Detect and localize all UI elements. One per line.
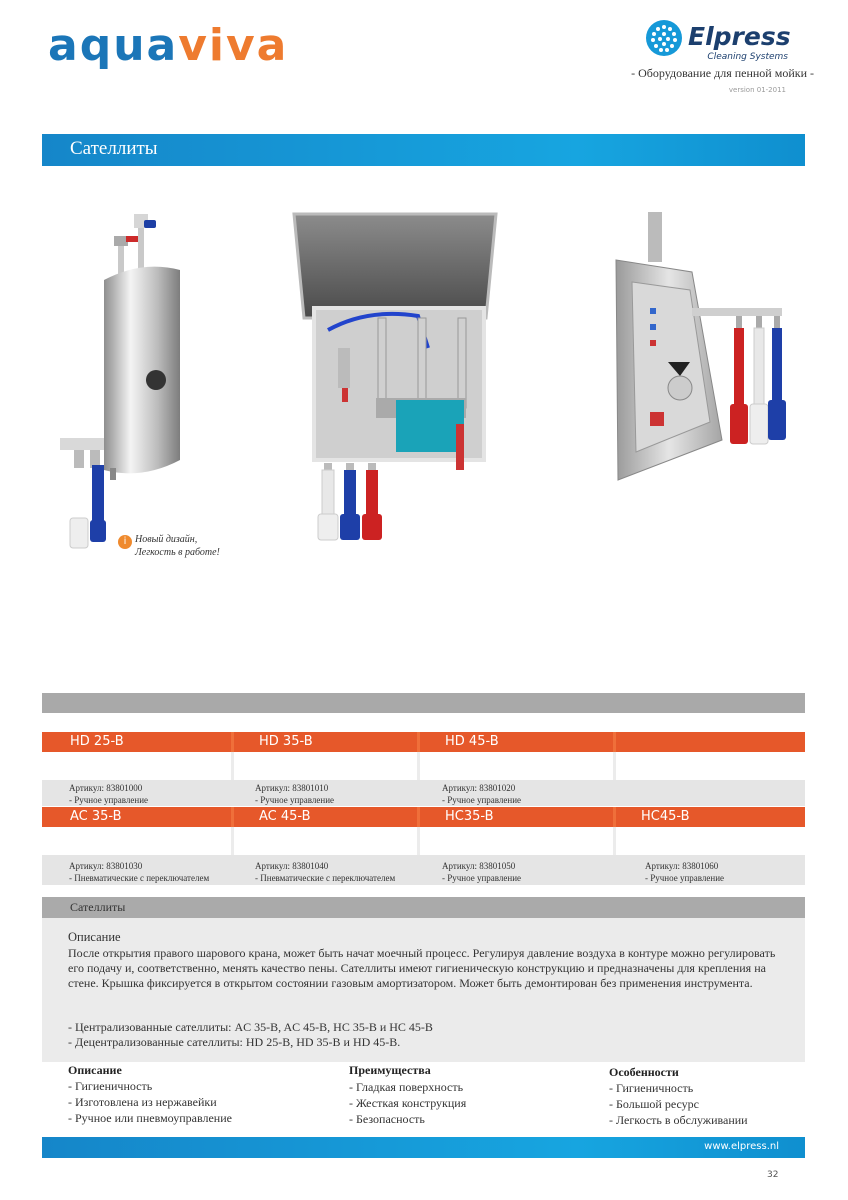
elpress-logo-icon xyxy=(646,20,682,56)
column-title-features: Особенности xyxy=(609,1065,679,1079)
info-section-title: Сателлиты xyxy=(70,900,126,914)
satellite-box-open-image xyxy=(288,208,502,544)
model-details: Артикул: 83801060 - Ручное управление xyxy=(645,861,725,883)
list-item: - Жесткая конструкция xyxy=(349,1096,467,1110)
column-list-advantages xyxy=(349,1079,466,1127)
satellite-box-closed-image xyxy=(610,212,798,484)
page-number: 32 xyxy=(767,1170,779,1180)
column-list-description xyxy=(68,1078,232,1126)
section-title: Сателлиты xyxy=(70,138,158,159)
models-row-1-spacer xyxy=(42,752,805,780)
column-title-description: Описание xyxy=(68,1063,122,1077)
section-title-bar xyxy=(42,134,805,166)
model-name: HD 25-B xyxy=(70,734,124,749)
list-item: - Большой ресурс xyxy=(609,1097,699,1111)
satellite-cylinder-image xyxy=(52,210,192,550)
description-title: Описание xyxy=(68,930,121,944)
elpress-logo: Elpress Cleaning Systems xyxy=(646,20,796,64)
models-row-2-header xyxy=(42,807,805,827)
model-details: Артикул: 83801040 - Пневматические с переключателем xyxy=(255,861,396,883)
list-item: - Безопасность xyxy=(349,1112,425,1126)
model-name: HD 35-B xyxy=(259,734,313,749)
list-item: - Легкость в обслуживании xyxy=(609,1113,748,1127)
column-list-features xyxy=(609,1080,748,1128)
model-name: AC 35-B xyxy=(70,809,122,824)
model-name: HD 45-B xyxy=(445,734,499,749)
version-label: version 01-2011 xyxy=(728,86,786,94)
info-icon: i xyxy=(118,535,132,549)
model-name: HC45-B xyxy=(641,809,690,824)
column-title-advantages: Преимущества xyxy=(349,1063,431,1077)
model-details: Артикул: 83801000 - Ручное управление xyxy=(69,783,149,805)
callout-text: Новый дизайн, Легкость в работе! xyxy=(135,534,220,558)
list-item: - Гладкая поверхность xyxy=(349,1080,464,1094)
models-row-1-header xyxy=(42,732,805,752)
model-name: HC35-B xyxy=(445,809,494,824)
footer-url[interactable]: www.elpress.nl xyxy=(704,1141,779,1152)
list-item: - Изготовлена из нержавейки xyxy=(68,1095,217,1109)
info-section-bar xyxy=(42,897,805,918)
model-name: AC 45-B xyxy=(259,809,311,824)
footer-bar xyxy=(42,1137,805,1158)
models-row-1-details xyxy=(42,780,805,806)
model-details: Артикул: 83801050 - Ручное управление xyxy=(442,861,522,883)
list-item: - Гигиеничность xyxy=(68,1079,153,1093)
list-item: - Централизованные сателлиты: AC 35-B, AC 45-B, HC 35-B и HC 45-B xyxy=(68,1020,433,1034)
tagline: - Оборудование для пенной мойки - xyxy=(631,66,814,80)
model-details: Артикул: 83801020 - Ручное управление xyxy=(442,783,522,805)
model-details: Артикул: 83801030 - Пневматические с переключателем xyxy=(69,861,210,883)
list-item: - Гигиеничность xyxy=(609,1081,694,1095)
description-text: После открытия правого шарового крана, может быть начат моечный процесс. Регулируя давление воздуха в контуре можно регулировать его подачу и, соответственно, менять качество пены. Сателлиты имеют гигиеническую конструкцию и предназначены для крепления на стене. Крышка фиксируется в открытом состоянии газовым амортизатором. Может быть демонтирован без применения инструмента. xyxy=(68,946,776,991)
list-item: - Ручное или пневмоуправление xyxy=(68,1111,232,1125)
list-item: - Децентрализованные сателлиты: HD 25-B, HD 35-B и HD 45-B. xyxy=(68,1035,401,1050)
separator-bar xyxy=(42,693,805,713)
aquaviva-logo: aquaviva xyxy=(48,20,289,71)
description-list xyxy=(68,1020,433,1050)
model-details: Артикул: 83801010 - Ручное управление xyxy=(255,783,335,805)
models-row-2-details xyxy=(42,855,805,885)
models-row-2-spacer xyxy=(42,827,805,855)
